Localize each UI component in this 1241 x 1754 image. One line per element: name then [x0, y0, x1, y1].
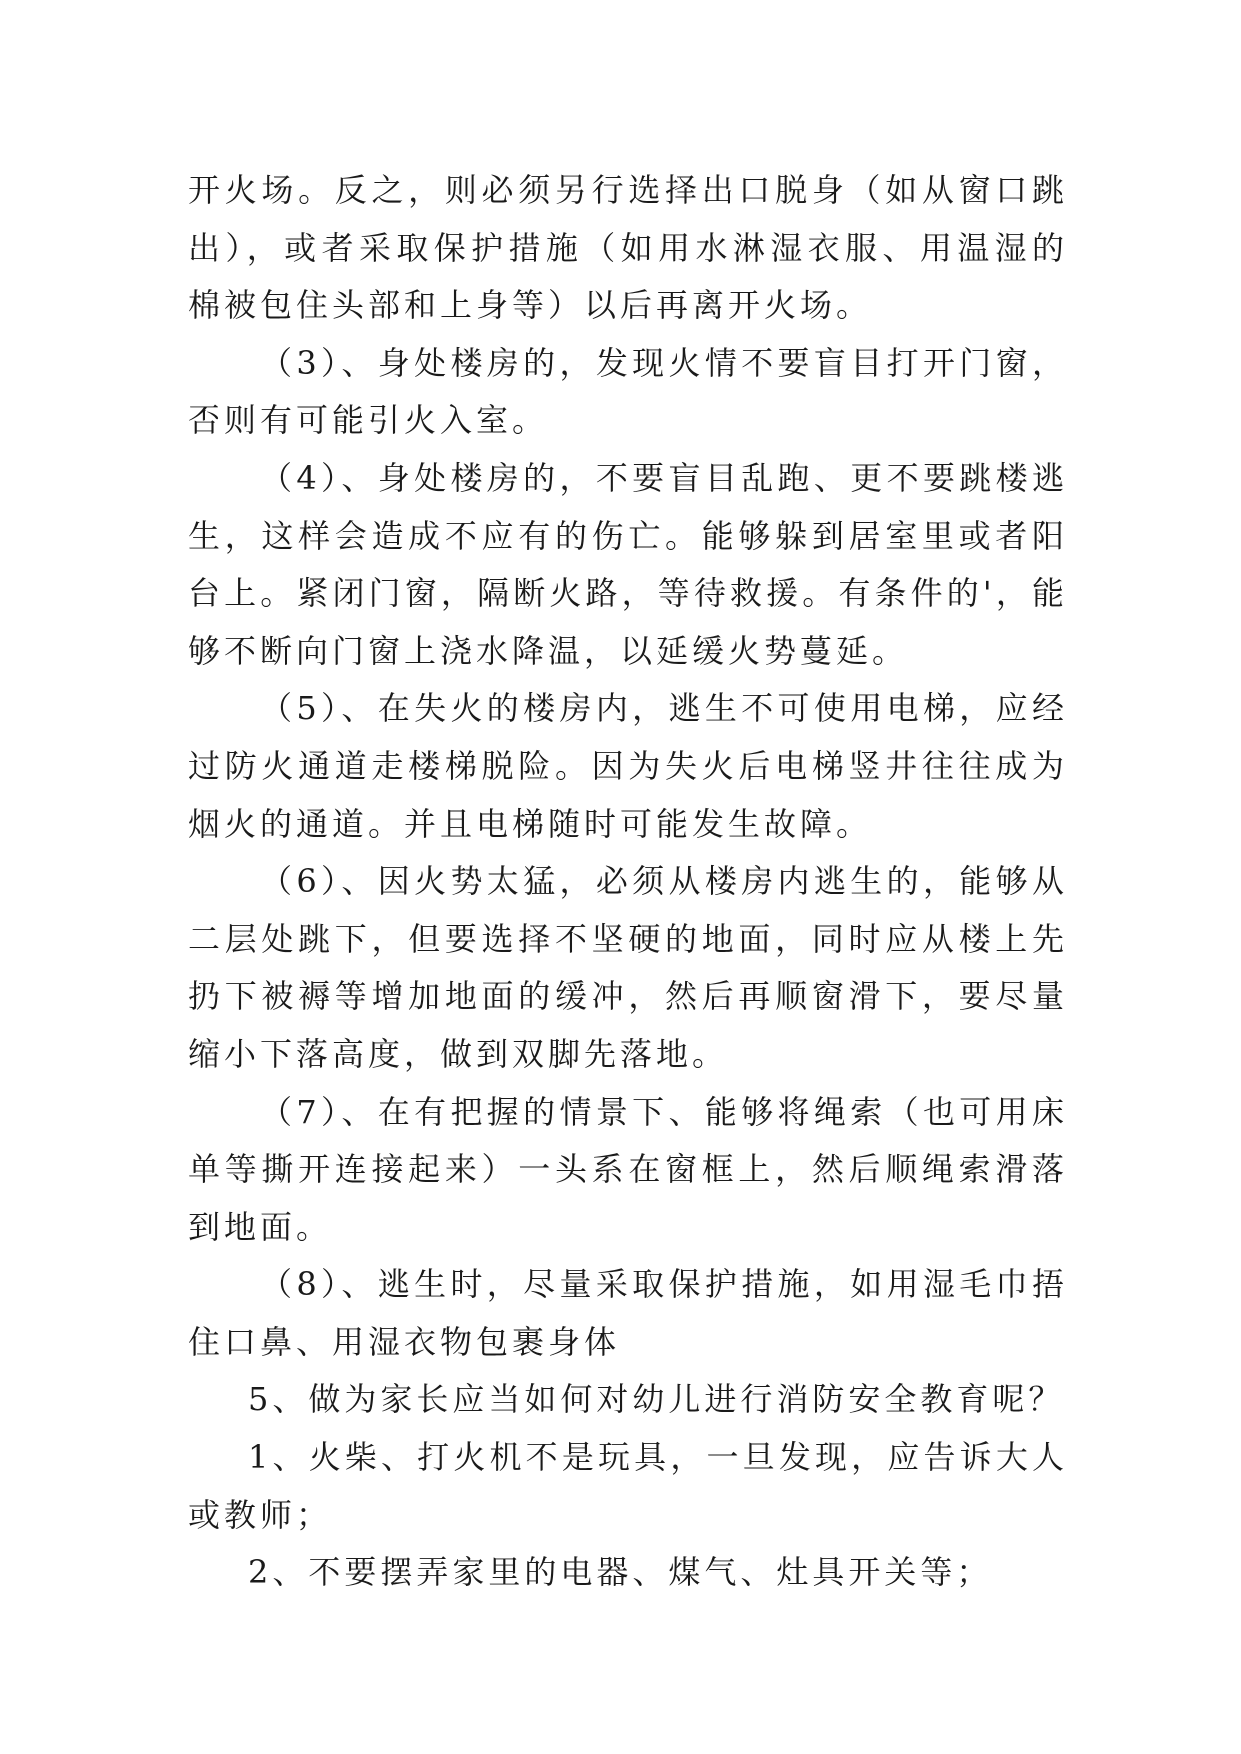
list-item-2: 2、不要摆弄家里的电器、煤气、灶具开关等；	[248, 1553, 993, 1592]
paragraph-item-8: （8）、逃生时，尽量采取保护措施，如用湿毛巾捂住口鼻、用湿衣物包裹身体	[188, 1265, 1068, 1361]
paragraph-item-3: （3）、身处楼房的，发现火情不要盲目打开门窗，否则有可能引火入室。	[188, 343, 1068, 440]
document-body	[188, 162, 1068, 1602]
section-heading-5: 5、做为家长应当如何对幼儿进行消防安全教育呢？	[248, 1380, 1065, 1419]
list-item-1: 1、火柴、打火机不是玩具，一旦发现，应告诉大人或教师；	[188, 1438, 1068, 1534]
paragraph-item-4: （4）、身处楼房的，不要盲目乱跑、更不要跳楼逃生，这样会造成不应有的伤亡。能够躲到居室里或者阳台上。紧闭门窗，隔断火路，等待救援。有条件的'，能够不断向门窗上浇水降温，以延缓火势蔓延。	[188, 458, 1068, 670]
paragraph-item-7: （7）、在有把握的情景下、能够将绳索（也可用床单等撕开连接起来）一头系在窗框上，然后顺绳索滑落到地面。	[188, 1092, 1068, 1246]
paragraph-continuation: 开火场。反之，则必须另行选择出口脱身（如从窗口跳出），或者采取保护措施（如用水淋湿衣服、用温湿的棉被包住头部和上身等）以后再离开火场。	[188, 171, 1068, 325]
paragraph-item-6: （6）、因火势太猛，必须从楼房内逃生的，能够从二层处跳下，但要选择不坚硬的地面，同时应从楼上先扔下被褥等增加地面的缓冲，然后再顺窗滑下，要尽量缩小下落高度，做到双脚先落地。	[188, 862, 1068, 1073]
paragraph-item-5: （5）、在失火的楼房内，逃生不可使用电梯，应经过防火通道走楼梯脱险。因为失火后电梯竖井往往成为烟火的通道。并且电梯随时可能发生故障。	[188, 689, 1068, 843]
